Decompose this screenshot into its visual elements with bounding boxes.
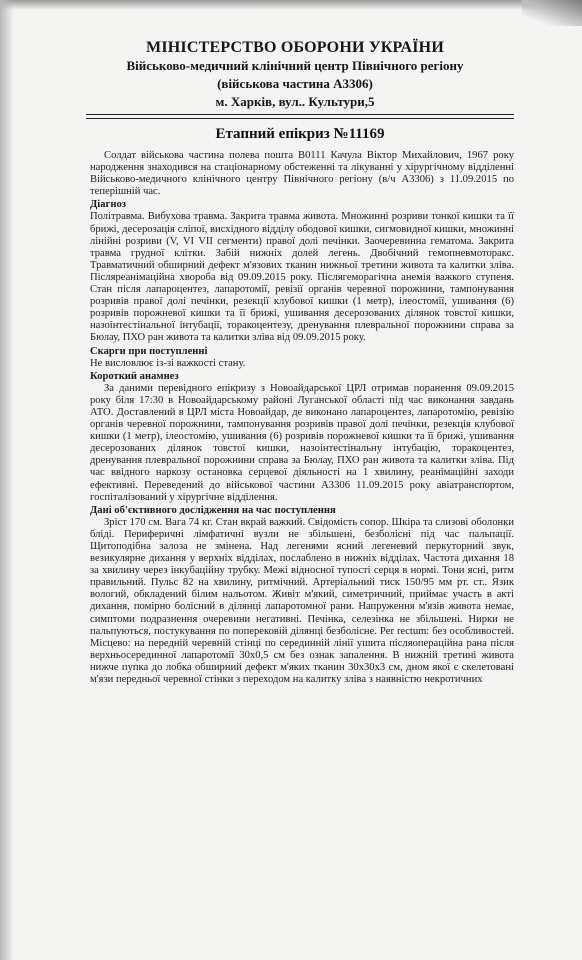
header-divider-bottom [86,118,514,119]
anamnesis-heading: Короткий анамнез [90,370,179,382]
ministry-heading: МІНІСТЕРСТВО ОБОРОНИ УКРАЇНИ [146,39,444,56]
complaints-heading: Скарги при поступленні [90,345,208,357]
intro-paragraph: Солдат військова частина полева пошта В0111 Качула Віктор Михайлович, 1967 року народження знаходився на стаціонарному обстеженні та лікуванні у хірургічному відділенні Військово-медичного клінічного центру Північного регіону (в/ч А3306) з 11.09.2015 по теперішній час. [90,150,514,198]
military-unit: (військова частина А3306) [217,76,373,91]
diagnosis-text: Політравма. Вибухова травма. Закрита травма живота. Множинні розриви тонкої кишки та її брижі, десерозація сліпої, висхідного відділу ободової кишки, сигмовидної кишки, множинні лінійні розриви (V, VI VII сегменти) правої долі печінки. Заочеревинна гематома. Закрита травма грудної клітки. Забій нижніх долей легень. Двобічний гемопневмоторакс. Травматичний обширний дефект м'язових тканин нижньої третини живота та калитки зліва. Післяреанімаційна хвороба від 09.09.2015 року. Післягеморагічна анемія важкого ступеня. Стан після лапароцентез, лапаротомії, ревізії органів черевної порожнини, тампонування розривів правої долі печінки, резекції клубової кишки (1 метр), ілеостомії, ушивання (6) розривів порожневої кишки та її брижі, ушивання десерозованих ділянок товстої кишки, назоінтестінальної інтубації, торакоцентезу, дренування плевральної порожнини справа за Бюлау, ПХО ран живота та калитки зліва від 09.09.2015 року. [90,211,514,344]
complaints-text: Не висловлює із-зі важкості стану. [90,357,246,369]
objective-text: Зріст 170 см. Вага 74 кг. Стан вкрай важкий. Свідомість сопор. Шкіра та слизові оболонки бліді. Периферичні лімфатичні вузли не збільшені, безболісні під час пальпації. Щитоподібна залоза не змінена. Над легенями ясний легеневий перкуторний звук, везикулярне дихання у верхніх відділах, послаблено в нижніх відділах. Частота дихання 18 за хвилину через інкубаційну трубку. Межі відносної тупості серця в нормі. Тони ясні, ритм правильний. Пульс 82 на хвилину, ритмічний. Артеріальний тиск 150/95 мм рт. ст.. Язик вологий, обкладений білим нальотом. Живіт м'який, симетричний, приймає участь в акті дихання, помірно болісний в ділянці лапаротомної рани. Напруження м'язів живота немає, симптоми подразнення очеревини негативні. Печінка, селезінка не збільшені. Нирки не пальпуються, постукування по поперековій ділянці безболісне. Per rectum: без особливостей. Місцево: на передній черевній стінці по серединній лінії ушита післяопераційна рана після верхньосерединної лапаротомії 30х0,5 см без ознак запалення. В нижній третині живота нижче пупка до лобка обширний дефект м'яких тканин 30х30х3 см, дном якої є скелетовані м'язи передньої черевної стінки з переходом на калитку зліва з наявністю некротичних [90,516,514,686]
document-body [90,150,514,686]
anamnesis-text: За даними перевідного епікризу з Новоайдарської ЦРЛ отримав поранення 09.09.2015 року біля 17:30 в Новоайдарському районі Луганської області під час виконання завдань АТО. Доставлений в ЦРЛ міста Новоайдар, де виконано лапароцентез, лапаротомію, ревізію органів черевної порожнини, тампонування розривів правої долі печінки, резекція клубової кишки (1 метр), ілеостомію, ушивання (6) розривів порожневої кишки та її брижі, ушивання десерозованих ділянок товстої кишки, назоінтестінальну інтубацію, торакоцентез, дренування плевральної порожнини справа за Бюлау, ПХО ран живота та калитки зліва. Під час ввідного наркозу остановка серцевої діяльності на 1 хвилину, реанімаційні заходи ефективні. Переведений до військової частини А3306 11.09.2015 року авіатранспортом, госпіталізований у хірургічне відділення. [90,382,514,503]
center-name: Військово-медичний клінічний центр Північного регіону [126,58,464,73]
scan-shadow [0,0,582,10]
folded-corner [522,0,582,26]
address-line: м. Харків, вул.. Культури,5 [215,94,375,109]
header-divider-top [86,114,514,115]
diagnosis-heading: Діагноз [90,199,126,211]
document-title: Етапний епікриз №11169 [215,126,385,142]
objective-heading: Дані об'єктивного дослідження на час поступлення [90,504,336,516]
scan-edge [0,0,14,960]
